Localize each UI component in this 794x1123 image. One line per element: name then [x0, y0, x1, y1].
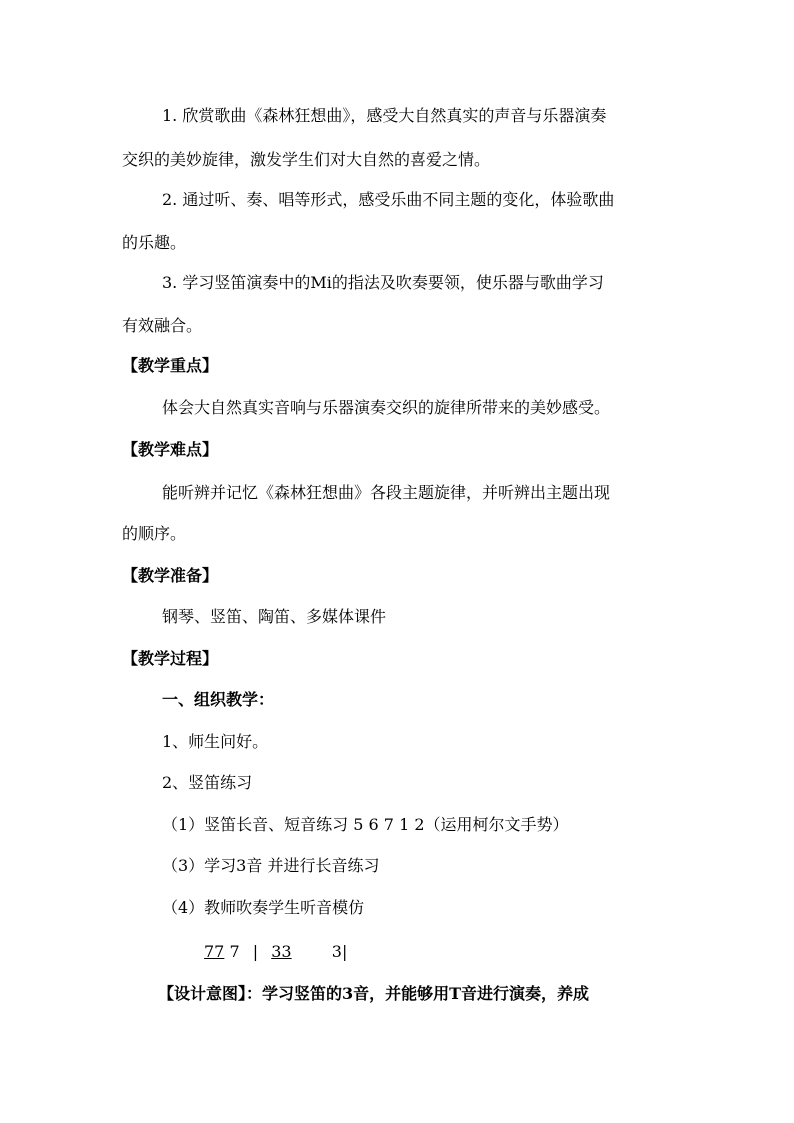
difficulties-heading: 【教学难点】: [122, 440, 219, 459]
key-points-heading: 【教学重点】: [122, 356, 219, 375]
process-heading: 【教学过程】: [122, 649, 219, 668]
process-item-2: 2、竖笛练习: [162, 773, 253, 792]
design-intent-text: ：学习竖笛的3音，并能够用T音进行演奏，养成: [246, 984, 590, 1003]
objective-1-line-2: 交织的美妙旋律，激发学生们对大自然的喜爱之情。: [122, 150, 491, 169]
notation-note-4: 3: [331, 942, 342, 961]
process-section-1: 一、组织教学：: [162, 690, 275, 709]
notation-barline-1: |: [252, 942, 259, 961]
notation-line: [204, 942, 794, 962]
difficulties-line-1: 能听辨并记忆《森林狂想曲》各段主题旋律，并听辨出主题出现: [162, 483, 611, 502]
preparation-text: 钢琴、竖笛、陶笛、多媒体课件: [162, 607, 387, 626]
objective-3-line-1: 3. 学习竖笛演奏中的Mi的指法及吹奏要领，使乐器与歌曲学习: [162, 273, 604, 292]
notation-group-1: 77: [204, 942, 225, 961]
notation-barline-2: |: [341, 942, 348, 961]
objective-2-line-2: 的乐趣。: [122, 233, 187, 252]
difficulties-line-2: 的顺序。: [122, 524, 187, 543]
objective-1-line-1: 1. 欣赏歌曲《森林狂想曲》，感受大自然真实的声音与乐器演奏: [162, 106, 607, 125]
notation-group-3: 33: [271, 942, 292, 961]
process-item-1: 1、师生问好。: [162, 732, 269, 751]
notation-note-2: 7: [229, 942, 240, 961]
process-sub-3: （3）学习3音 并进行长音练习: [162, 856, 380, 875]
process-sub-1: （1）竖笛长音、短音练习 5 6 7 1 2（运用柯尔文手势）: [162, 815, 569, 834]
objective-2-line-1: 2. 通过听、奏、唱等形式，感受乐曲不同主题的变化，体验歌曲: [162, 190, 615, 209]
key-points-text: 体会大自然真实音响与乐器演奏交织的旋律所带来的美妙感受。: [162, 398, 611, 417]
design-intent-line: [158, 984, 794, 1004]
process-sub-4: （4）教师吹奏学生听音模仿: [162, 898, 365, 917]
preparation-heading: 【教学准备】: [122, 566, 219, 585]
objective-3-line-2: 有效融合。: [122, 316, 203, 335]
design-intent-label: 【设计意图】: [158, 984, 247, 1003]
